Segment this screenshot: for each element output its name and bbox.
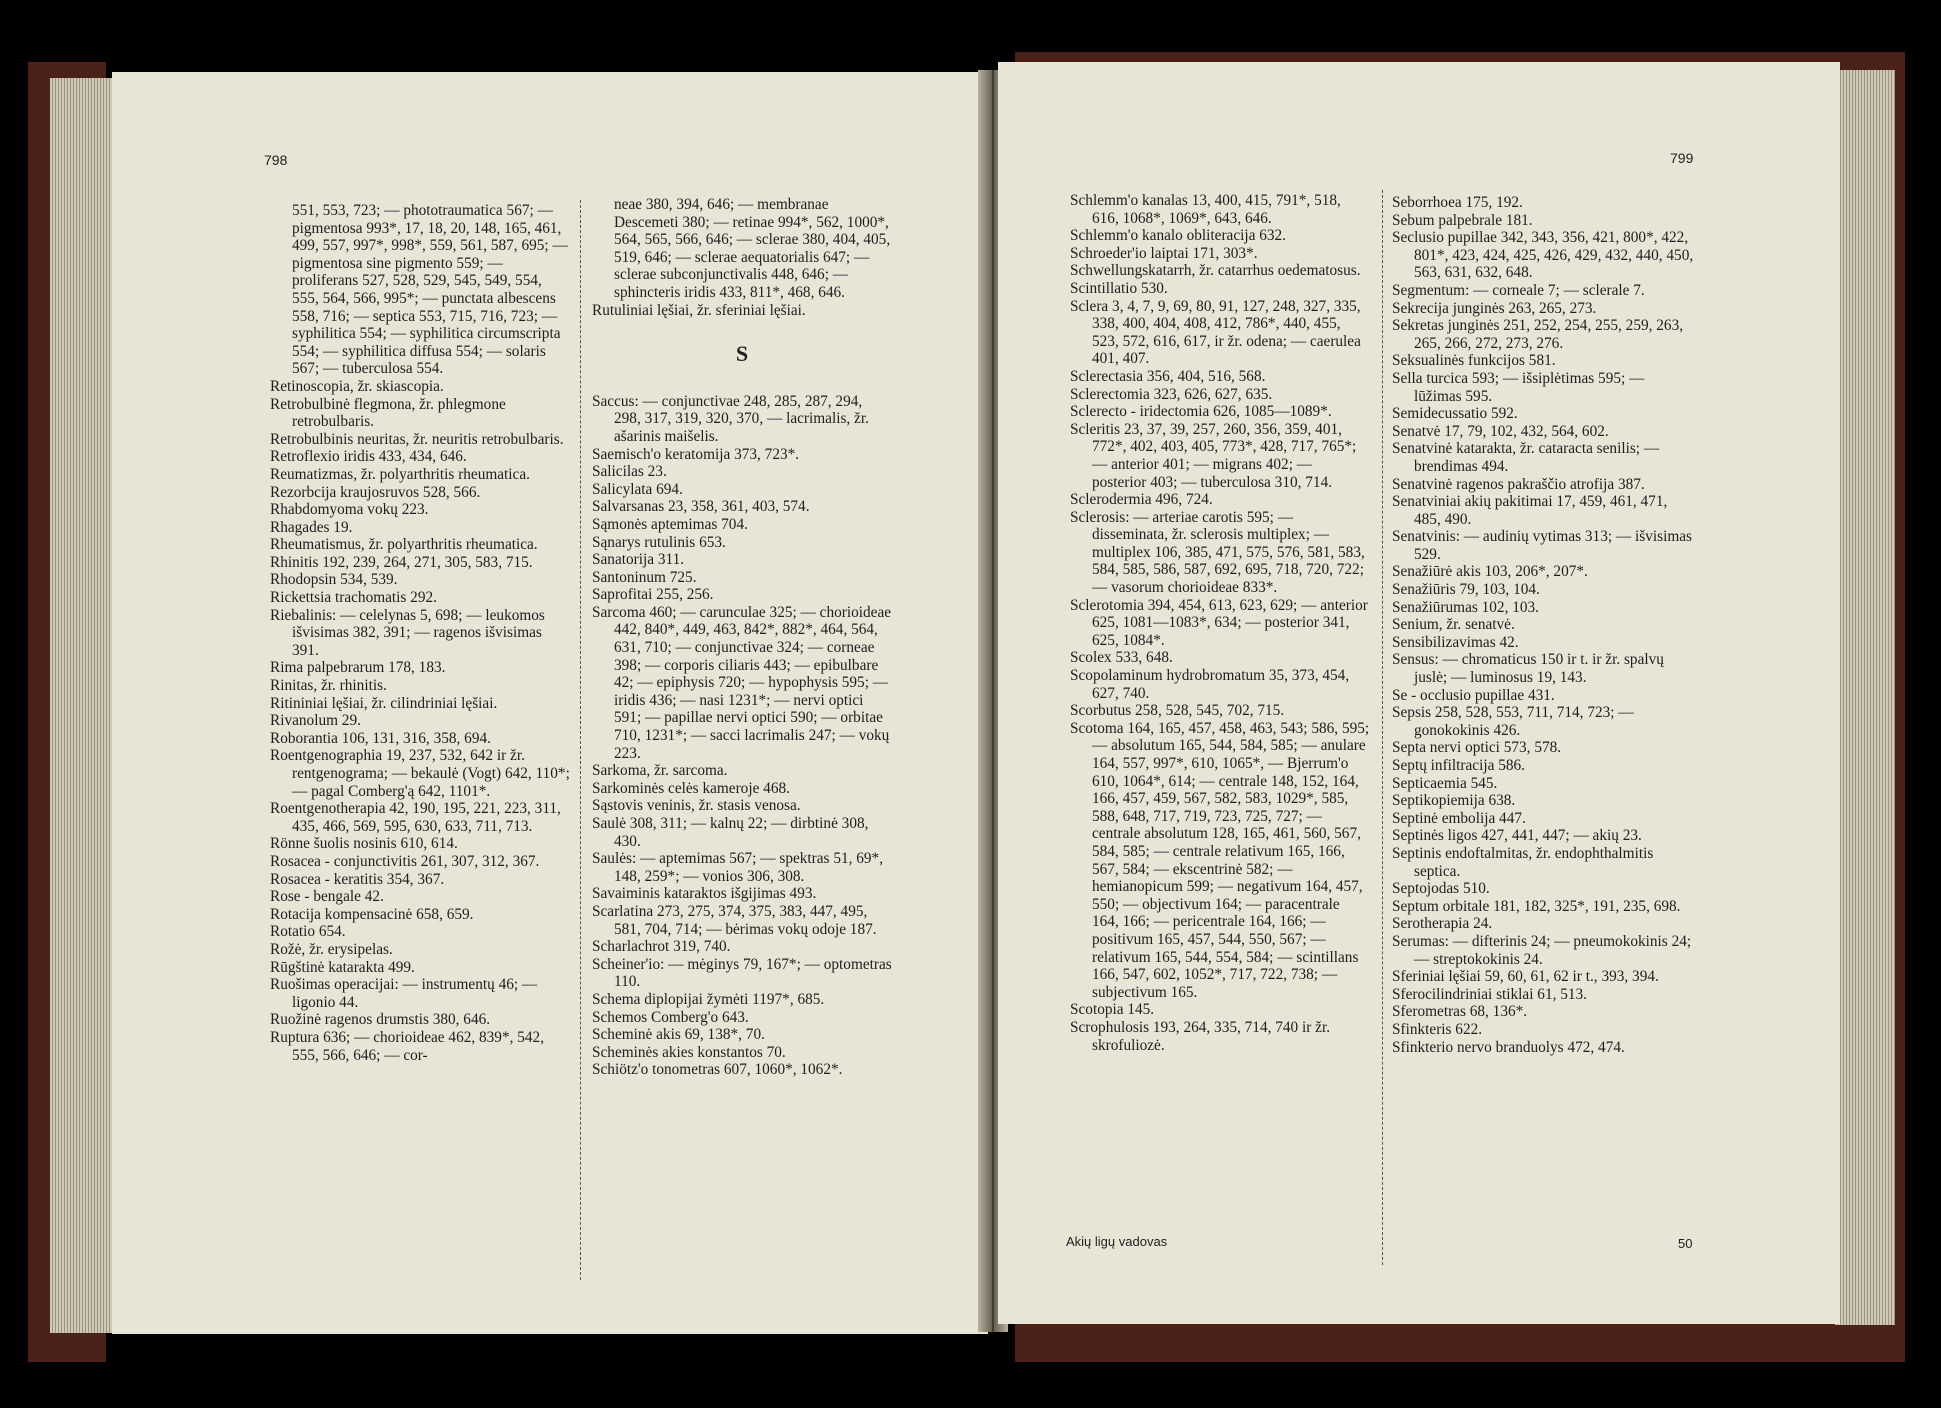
index-entry: Septikopiemija 638. <box>1392 792 1516 810</box>
index-entry: Septa nervi optici 573, 578. <box>1392 739 1562 757</box>
right-page <box>998 62 1840 1324</box>
index-entry: Senatvinis: — audinių vytimas 313; — išvisimas 529. <box>1392 528 1692 563</box>
index-entry: Riebalinis: — celelynas 5, 698; — leukomos išvisimas 382, 391; — ragenos išvisimas 391. <box>270 606 545 659</box>
index-entry: Saulės: — aptemimas 567; — spektras 51, 69*, 148, 259*; — vonios 306, 308. <box>592 850 884 885</box>
index-entry: Sąmonės aptemimas 704. <box>592 515 748 533</box>
index-entry: Scheiner'io: — mėginys 79, 167*; — optometras 110. <box>592 955 892 991</box>
index-entry: Scopolaminum hydrobromatum 35, 373, 454, 627, 740. <box>1070 667 1350 702</box>
index-entry: Senium, žr. senatvė. <box>1392 616 1515 634</box>
index-entry: Schroeder'io laiptai 171, 303*. <box>1070 244 1258 262</box>
index-entry: Rivanolum 29. <box>270 712 361 730</box>
index-entry: Seclusio pupillae 342, 343, 356, 421, 800*, 422, 801*, 423, 424, 425, 426, 429, 432, 440, 450, 563, 631, 632, 648. <box>1392 229 1694 282</box>
index-entry: Schiötz'o tonometras 607, 1060*, 1062*. <box>592 1061 843 1079</box>
index-entry: Rönne šuolis nosinis 610, 614. <box>270 835 458 853</box>
index-entry: Seksualinės funkcijos 581. <box>1392 352 1556 370</box>
index-entry: Scharlachrot 319, 740. <box>592 938 731 956</box>
index-entry: Sferiniai lęšiai 59, 60, 61, 62 ir t., 393, 394. <box>1392 968 1659 986</box>
index-entry: Scorbutus 258, 528, 545, 702, 715. <box>1070 702 1285 720</box>
index-entry: Schema diplopijai žymėti 1197*, 685. <box>592 990 825 1008</box>
index-entry: Retroflexio iridis 433, 434, 646. <box>270 448 467 466</box>
index-entry: Scotoma 164, 165, 457, 458, 463, 543; 586, 595; — absolutum 165, 544, 584, 585; — anulare 164, 557, 997*, 610, 1065*, — Bjerrum'o 610, 1064*, 614; — centrale 148, 152, 164, 166, 457, 459, 567, 582, 583, 1029*, 585, 588, 648, 717, 719, 723, 725, 727; — centrale absolutum 128, 165, 461, 560, 567, 584, 585; — centrale relativum 165, 166, 567, 584; — ekscentrinė 582; — hemianopicum 599; — negativum 164, 457, 550; — objectivum 164; — paracentrale 164, 166; — pericentrale 164, 166; — positivum 165, 457, 544, 550, 567; — relativum 165, 544, 554, 584; — scintillans 166, 547, 602, 1052*, 717, 722, 738; — subjectivum 165. <box>1070 719 1370 1001</box>
index-entry: Serotherapia 24. <box>1392 915 1493 933</box>
index-entry: Saulė 308, 311; — kalnų 22; — dirbtinė 308, 430. <box>592 815 869 850</box>
index-entry: Sferometras 68, 136*. <box>1392 1003 1528 1021</box>
left-page <box>112 72 988 1334</box>
index-entry: Sferocilindriniai stiklai 61, 513. <box>1392 985 1588 1003</box>
index-entry: Septinė embolija 447. <box>1392 809 1526 827</box>
index-entry: Septinis endoftalmitas, žr. endophthalmitis septica. <box>1392 844 1654 880</box>
index-entry: Schwellungskatarrh, žr. catarrhus oedematosus. <box>1070 262 1361 280</box>
index-entry: Sekretas junginės 251, 252, 254, 255, 259, 263, 265, 266, 272, 273, 276. <box>1392 317 1684 352</box>
section-letter: S <box>735 341 749 367</box>
index-entry: Scotopia 145. <box>1070 1001 1155 1019</box>
right-column-2 <box>1392 194 1694 1056</box>
index-entry: Rosacea - keratitis 354, 367. <box>270 870 445 888</box>
index-entry: Ritininiai lęšiai, žr. cilindriniai lęšiai. <box>270 694 498 712</box>
index-entry: Rezorbcija kraujosruvos 528, 566. <box>270 483 481 501</box>
index-entry: Roentgenotherapia 42, 190, 195, 221, 223, 311, 435, 466, 569, 595, 630, 633, 711, 713. <box>270 800 561 835</box>
index-entry: Rima palpebrarum 178, 183. <box>270 659 446 677</box>
index-entry: Sepsis 258, 528, 553, 711, 714, 723; — gonokokinis 426. <box>1392 704 1634 739</box>
footer-title: Akių ligų vadovas <box>1066 1234 1168 1249</box>
left-column-1 <box>270 202 570 1064</box>
index-entry: Retinoscopia, žr. skiascopia. <box>270 377 444 395</box>
page-number-right: 799 <box>1670 150 1694 166</box>
index-entry: Sfinkterio nervo branduolys 472, 474. <box>1392 1038 1625 1056</box>
index-entry: Retrobulbinis neuritas, žr. neuritis retrobulbaris. <box>270 430 564 448</box>
index-entry: Scarlatina 273, 275, 374, 375, 383, 447, 495, 581, 704, 714; — bėrimas vokų odoje 187. <box>592 902 877 938</box>
index-entry: Septicaemia 545. <box>1392 774 1498 792</box>
index-entry: Septų infiltracija 586. <box>1392 757 1525 774</box>
index-entry: Sensus: — chromaticus 150 ir t. ir žr. spalvų juslė; — luminosus 19, 143. <box>1392 651 1664 687</box>
index-entry: Septojodas 510. <box>1392 880 1490 898</box>
index-entry: Roborantia 106, 131, 316, 358, 694. <box>270 729 491 747</box>
index-entry: Senažiūrumas 102, 103. <box>1392 598 1539 616</box>
index-entry: neae 380, 394, 646; — membranae Descemeti 380; — retinae 994*, 562, 1000*, 564, 565, 566, 646; — sclerae 380, 404, 405, 519, 646; — sclerae aequatorialis 647; — sclerae subconjunctivalis 448, 646; — sphincteris iridis 433, 811*, 468, 646. <box>614 196 891 301</box>
index-entry: Schemos Comberg'o 643. <box>592 1008 749 1026</box>
index-entry: Schlemm'o kanalas 13, 400, 415, 791*, 518, 616, 1068*, 1069*, 643, 646. <box>1070 192 1341 227</box>
page-number-left: 798 <box>264 152 288 168</box>
index-entry: Sclerotomia 394, 454, 613, 623, 629; — anterior 625, 1081—1083*, 634; — posterior 341, 625, 1084*. <box>1070 596 1368 649</box>
footer-signature: 50 <box>1678 1236 1693 1251</box>
index-entry: Scleritis 23, 37, 39, 257, 260, 356, 359, 401, 772*, 402, 403, 405, 773*, 428, 717, 765*; — anterior 401; — migrans 402; — posterior 403; — tuberculosa 310, 714. <box>1070 420 1357 491</box>
index-entry: Sclerectasia 356, 404, 516, 568. <box>1070 367 1266 385</box>
index-entry: Rotatio 654. <box>270 923 346 941</box>
index-entry: Santoninum 725. <box>592 568 697 586</box>
index-entry: Sclerecto - iridectomia 626, 1085—1089*. <box>1070 403 1332 421</box>
index-entry: Se - occlusio pupillae 431. <box>1392 686 1555 704</box>
index-entry: Scrophulosis 193, 264, 335, 714, 740 ir žr. skrofuliozė. <box>1070 1018 1331 1054</box>
index-entry: Sclerectomia 323, 626, 627, 635. <box>1070 385 1273 403</box>
index-entry: Sarkoma, žr. sarcoma. <box>592 762 728 780</box>
index-entry: Senatviniai akių pakitimai 17, 459, 461, 471, 485, 490. <box>1392 493 1668 528</box>
index-entry: Septinės ligos 427, 441, 447; — akių 23. <box>1392 827 1642 845</box>
index-entry: Saemisch'o keratomija 373, 723*. <box>592 445 800 463</box>
index-entry: Senatvinė ragenos pakraščio atrofija 387. <box>1392 475 1645 493</box>
index-entry: Sclerosis: — arteriae carotis 595; — disseminata, žr. sclerosis multiplex; — multiplex 106, 385, 471, 575, 576, 581, 583, 584, 585, 586, 587, 692, 695, 718, 720, 722; — vasorum chorioideae 833*. <box>1070 508 1365 597</box>
index-entry: Scolex 533, 648. <box>1070 649 1173 667</box>
index-entry: Ruptura 636; — chorioideae 462, 839*, 542, 555, 566, 646; — cor- <box>270 1028 545 1064</box>
index-entry: Scheminės akies konstantos 70. <box>592 1043 786 1061</box>
index-entry: Rhodopsin 534, 539. <box>270 571 398 589</box>
index-entry: Sclerodermia 496, 724. <box>1070 491 1213 509</box>
index-entry: Ruožinė ragenos drumstis 380, 646. <box>270 1011 491 1029</box>
index-entry: Rotacija kompensacinė 658, 659. <box>270 905 474 923</box>
index-entry: Rutuliniai lęšiai, žr. sferiniai lęšiai. <box>592 301 806 319</box>
index-entry: Sanatorija 311. <box>592 551 685 569</box>
index-entry: Senatvinė katarakta, žr. cataracta senilis; — brendimas 494. <box>1392 440 1660 475</box>
page-edges-right <box>1835 70 1895 1325</box>
index-entry: Sąnarys rutulinis 653. <box>592 533 726 551</box>
index-entry: Senažiūris 79, 103, 104. <box>1392 581 1540 599</box>
index-entry: Sarkominės celės kameroje 468. <box>592 779 790 797</box>
index-entry: Sąstovis veninis, žr. stasis venosa. <box>592 797 801 815</box>
index-entry: Ruošimas operacijai: — instrumentų 46; — ligonio 44. <box>270 976 538 1011</box>
index-entry: Serumas: — difterinis 24; — pneumokokinis 24; — streptokokinis 24. <box>1392 932 1692 968</box>
column-divider-left <box>580 200 581 1280</box>
index-entry: 551, 553, 723; — phototraumatica 567; — pigmentosa 993*, 17, 18, 20, 148, 165, 461, 499, 557, 997*, 998*, 559, 561, 587, 695; — pigmentosa sine pigmento 559; — proliferans 527, 528, 529, 545, 549, 554, 555, 564, 566, 995*; — punctata albescens 558, 716; — septica 553, 715, 716, 723; — syphilitica 554; — syphilitica circumscripta 554; — syphilitica diffusa 554; — solaris 567; — tuberculosa 554. <box>292 202 568 378</box>
index-entry: Saccus: — conjunctivae 248, 285, 287, 294, 298, 317, 319, 320, 370, — lacrimalis, žr. ašarinis maišelis. <box>592 392 869 445</box>
index-entry: Scintillatio 530. <box>1070 279 1168 297</box>
index-entry: Seborrhoea 175, 192. <box>1392 194 1523 211</box>
index-entry: Roentgenographia 19, 237, 532, 642 ir žr. rentgenograma; — bekaulė (Vogt) 642, 110*; — pagal Comberg'ą 642, 1101*. <box>270 747 570 800</box>
index-entry: Sebum palpebrale 181. <box>1392 211 1533 229</box>
column-divider-right <box>1382 190 1383 1265</box>
index-entry: Salicilas 23. <box>592 463 667 481</box>
index-entry: Semidecussatio 592. <box>1392 405 1518 423</box>
index-entry: Retrobulbinė flegmona, žr. phlegmone retrobulbaris. <box>270 395 506 431</box>
index-entry: Salvarsanas 23, 358, 361, 403, 574. <box>592 498 810 516</box>
index-entry: Sarcoma 460; — carunculae 325; — chorioideae 442, 840*, 449, 463, 842*, 882*, 464, 564, 631, 710; — conjunctivae 324; — corneae 398; — corporis ciliaris 443; — epibulbare 42; — epiphysis 720; — hypophysis 595; — iridis 436; — nasi 1231*; — nervi optici 591; — papillae nervi optici 590; — orbitae 710, 1231*; — sacci lacrimalis 247; — vokų 223. <box>592 603 892 762</box>
index-entry: Saprofitai 255, 256. <box>592 586 714 604</box>
index-entry: Segmentum: — corneale 7; — sclerale 7. <box>1392 281 1645 299</box>
index-entry: Scheminė akis 69, 138*, 70. <box>592 1026 765 1044</box>
index-entry: Savaiminis kataraktos išgijimas 493. <box>592 885 817 903</box>
index-entry: Rose - bengale 42. <box>270 888 384 906</box>
index-entry: Sensibilizavimas 42. <box>1392 633 1519 651</box>
index-entry: Sekrecija junginės 263, 265, 273. <box>1392 299 1597 317</box>
index-entry: Schlemm'o kanalo obliteracija 632. <box>1070 227 1287 245</box>
index-entry: Sella turcica 593; — išsiplėtimas 595; — lūžimas 595. <box>1392 369 1645 405</box>
index-entry: Senatvė 17, 79, 102, 432, 564, 602. <box>1392 422 1609 440</box>
index-entry: Senažiūrė akis 103, 206*, 207*. <box>1392 563 1588 581</box>
index-entry: Rickettsia trachomatis 292. <box>270 589 437 607</box>
index-entry: Septum orbitale 181, 182, 325*, 191, 235, 698. <box>1392 897 1681 915</box>
index-entry: Salicylata 694. <box>592 480 683 498</box>
index-entry: Rhagades 19. <box>270 518 353 536</box>
index-entry: Sfinkteris 622. <box>1392 1020 1483 1038</box>
index-entry: Rožė, žr. erysipelas. <box>270 940 393 958</box>
index-entry: Rinitas, žr. rhinitis. <box>270 677 387 695</box>
index-entry: Rhabdomyoma vokų 223. <box>270 501 429 519</box>
index-entry: Rosacea - conjunctivitis 261, 307, 312, 367. <box>270 852 540 870</box>
index-entry: Sclera 3, 4, 7, 9, 69, 80, 91, 127, 248, 327, 335, 338, 400, 404, 408, 412, 786*, 440, 455, 523, 572, 616, 617, ir žr. odena; — caerulea 401, 407. <box>1070 297 1361 368</box>
index-entry: Reumatizmas, žr. polyarthritis rheumatica. <box>270 465 530 483</box>
left-column-2 <box>592 196 892 1079</box>
right-column-1 <box>1070 192 1370 1054</box>
index-entry: Rheumatismus, žr. polyarthritis rheumatica. <box>270 536 538 554</box>
index-entry: Rhinitis 192, 239, 264, 271, 305, 583, 715. <box>270 553 533 571</box>
index-entry: Rūgštinė katarakta 499. <box>270 958 415 976</box>
